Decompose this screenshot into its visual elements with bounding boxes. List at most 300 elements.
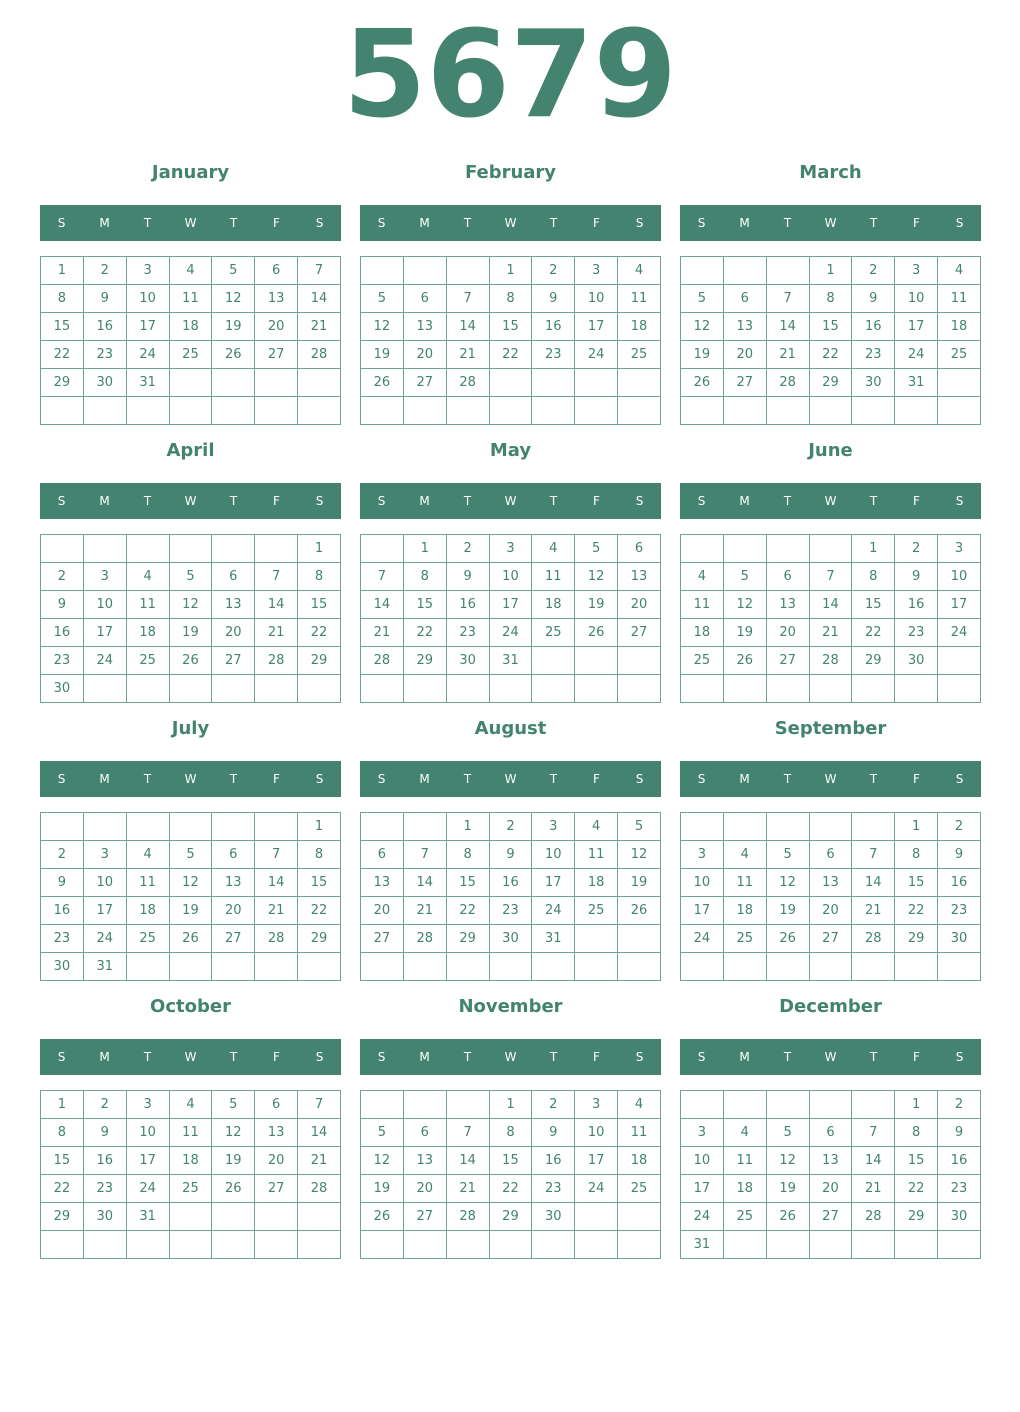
day-cell: 16 (489, 869, 532, 897)
month-title: August (474, 718, 547, 739)
day-cell: 12 (169, 591, 212, 619)
day-cell: 5 (766, 841, 809, 869)
day-cell: 6 (766, 563, 809, 591)
day-cell: 23 (895, 619, 938, 647)
day-cell: 28 (255, 925, 298, 953)
weekday-label: S (377, 216, 386, 230)
day-grid (40, 1090, 341, 1259)
day-cell: 2 (41, 841, 84, 869)
empty-day-cell (766, 675, 809, 703)
empty-day-cell (681, 953, 724, 981)
day-cell: 23 (532, 1175, 575, 1203)
day-cell: 13 (809, 869, 852, 897)
empty-day-cell (809, 535, 852, 563)
empty-day-cell (83, 397, 126, 425)
day-cell: 19 (361, 341, 404, 369)
empty-day-cell (938, 953, 981, 981)
day-cell: 30 (895, 647, 938, 675)
day-cell: 17 (532, 869, 575, 897)
day-cell: 11 (126, 869, 169, 897)
week-row (681, 285, 981, 313)
weekday-label: T (783, 1050, 792, 1064)
week-row (41, 675, 341, 703)
day-cell: 24 (938, 619, 981, 647)
day-cell: 8 (446, 841, 489, 869)
day-cell: 25 (723, 1203, 766, 1231)
empty-day-cell (852, 1091, 895, 1119)
day-cell: 16 (41, 897, 84, 925)
day-cell: 31 (895, 369, 938, 397)
weekday-header (680, 1039, 981, 1075)
day-cell: 24 (126, 1175, 169, 1203)
month-title: April (166, 440, 215, 461)
day-cell: 30 (852, 369, 895, 397)
empty-day-cell (723, 535, 766, 563)
day-cell: 18 (618, 1147, 661, 1175)
weekday-label: F (593, 494, 600, 508)
empty-day-cell (681, 675, 724, 703)
day-cell: 1 (41, 257, 84, 285)
day-cell: 11 (723, 869, 766, 897)
day-cell: 28 (361, 647, 404, 675)
day-cell: 25 (169, 341, 212, 369)
day-cell: 28 (852, 1203, 895, 1231)
empty-day-cell (575, 675, 618, 703)
day-cell: 2 (852, 257, 895, 285)
empty-day-cell (255, 1231, 298, 1259)
weekday-label: M (739, 494, 750, 508)
day-cell: 25 (575, 897, 618, 925)
week-row (41, 341, 341, 369)
empty-day-cell (852, 953, 895, 981)
day-cell: 3 (575, 1091, 618, 1119)
day-cell: 5 (723, 563, 766, 591)
empty-day-cell (575, 1231, 618, 1259)
day-cell: 4 (618, 257, 661, 285)
day-cell: 16 (938, 869, 981, 897)
day-cell: 28 (403, 925, 446, 953)
day-cell: 15 (489, 1147, 532, 1175)
day-cell: 16 (446, 591, 489, 619)
empty-day-cell (766, 397, 809, 425)
empty-day-cell (83, 813, 126, 841)
day-cell: 6 (212, 563, 255, 591)
day-cell: 2 (895, 535, 938, 563)
weekday-label: F (593, 216, 600, 230)
empty-day-cell (575, 953, 618, 981)
day-grid (360, 534, 661, 703)
day-cell: 8 (489, 1119, 532, 1147)
empty-day-cell (532, 953, 575, 981)
empty-day-cell (446, 397, 489, 425)
week-row (41, 841, 341, 869)
empty-day-cell (895, 675, 938, 703)
day-cell: 9 (938, 841, 981, 869)
weekday-label: S (635, 216, 644, 230)
day-cell: 20 (618, 591, 661, 619)
day-cell: 11 (532, 563, 575, 591)
weekday-label: S (697, 494, 706, 508)
empty-day-cell (83, 675, 126, 703)
day-cell: 24 (83, 647, 126, 675)
weekday-header (360, 483, 661, 519)
day-cell: 13 (212, 591, 255, 619)
day-cell: 25 (681, 647, 724, 675)
month-title: February (464, 162, 557, 183)
day-cell: 28 (809, 647, 852, 675)
day-cell: 17 (681, 1175, 724, 1203)
day-cell: 28 (446, 369, 489, 397)
day-cell: 13 (255, 285, 298, 313)
empty-day-cell (298, 397, 341, 425)
empty-day-cell (361, 397, 404, 425)
weekday-label: S (315, 216, 324, 230)
day-cell: 25 (126, 925, 169, 953)
day-cell: 7 (255, 841, 298, 869)
week-row (361, 1231, 661, 1259)
day-cell: 23 (938, 1175, 981, 1203)
weekday-label: T (549, 772, 558, 786)
empty-day-cell (575, 647, 618, 675)
day-cell: 12 (212, 285, 255, 313)
day-cell: 22 (403, 619, 446, 647)
day-cell: 16 (938, 1147, 981, 1175)
day-cell: 7 (766, 285, 809, 313)
week-row (681, 1119, 981, 1147)
empty-day-cell (361, 813, 404, 841)
week-row (41, 285, 341, 313)
day-cell: 12 (618, 841, 661, 869)
day-grid (360, 812, 661, 981)
day-cell: 29 (852, 647, 895, 675)
day-grid (680, 256, 981, 425)
weekday-header (680, 483, 981, 519)
day-cell: 17 (575, 313, 618, 341)
week-row (361, 535, 661, 563)
day-cell: 29 (446, 925, 489, 953)
week-row (41, 1147, 341, 1175)
empty-day-cell (852, 675, 895, 703)
day-cell: 31 (532, 925, 575, 953)
empty-day-cell (938, 1231, 981, 1259)
weekday-label: M (419, 216, 430, 230)
week-row (681, 813, 981, 841)
weekday-label: W (824, 494, 837, 508)
day-cell: 30 (446, 647, 489, 675)
week-row (361, 675, 661, 703)
empty-day-cell (723, 675, 766, 703)
day-cell: 4 (532, 535, 575, 563)
day-cell: 29 (809, 369, 852, 397)
day-cell: 9 (532, 285, 575, 313)
empty-day-cell (532, 675, 575, 703)
day-cell: 5 (618, 813, 661, 841)
day-cell: 18 (532, 591, 575, 619)
week-row (361, 1119, 661, 1147)
week-row (41, 1203, 341, 1231)
day-cell: 21 (255, 897, 298, 925)
empty-day-cell (126, 1231, 169, 1259)
day-cell: 3 (938, 535, 981, 563)
empty-day-cell (255, 535, 298, 563)
day-cell: 15 (298, 869, 341, 897)
day-cell: 25 (169, 1175, 212, 1203)
day-cell: 21 (446, 341, 489, 369)
weekday-label: S (57, 772, 66, 786)
empty-day-cell (41, 813, 84, 841)
day-cell: 12 (575, 563, 618, 591)
empty-day-cell (852, 1231, 895, 1259)
empty-day-cell (126, 953, 169, 981)
day-cell: 22 (489, 1175, 532, 1203)
day-cell: 16 (532, 1147, 575, 1175)
day-cell: 26 (169, 647, 212, 675)
empty-day-cell (298, 1231, 341, 1259)
empty-day-cell (938, 397, 981, 425)
week-row (681, 1231, 981, 1259)
empty-day-cell (766, 257, 809, 285)
empty-day-cell (298, 1203, 341, 1231)
day-cell: 19 (169, 619, 212, 647)
day-cell: 16 (41, 619, 84, 647)
day-cell: 12 (361, 1147, 404, 1175)
empty-day-cell (809, 1091, 852, 1119)
week-row (41, 647, 341, 675)
weekday-header (680, 761, 981, 797)
week-row (41, 535, 341, 563)
day-cell: 20 (212, 897, 255, 925)
day-cell: 31 (126, 1203, 169, 1231)
day-cell: 22 (895, 1175, 938, 1203)
weekday-label: S (955, 1050, 964, 1064)
day-cell: 29 (895, 1203, 938, 1231)
empty-day-cell (83, 535, 126, 563)
day-cell: 1 (895, 1091, 938, 1119)
day-cell: 15 (403, 591, 446, 619)
weekday-label: S (697, 1050, 706, 1064)
month-title: June (808, 440, 853, 461)
day-cell: 30 (41, 953, 84, 981)
week-row (41, 313, 341, 341)
week-row (361, 341, 661, 369)
weekday-label: T (869, 216, 878, 230)
day-cell: 24 (895, 341, 938, 369)
week-row (361, 1203, 661, 1231)
day-cell: 23 (83, 341, 126, 369)
day-cell: 14 (255, 591, 298, 619)
empty-day-cell (169, 397, 212, 425)
empty-day-cell (489, 397, 532, 425)
day-cell: 18 (681, 619, 724, 647)
empty-day-cell (618, 1203, 661, 1231)
day-cell: 13 (618, 563, 661, 591)
day-cell: 13 (723, 313, 766, 341)
weekday-label: W (184, 772, 197, 786)
day-cell: 17 (895, 313, 938, 341)
day-grid (40, 534, 341, 703)
day-cell: 27 (723, 369, 766, 397)
weekday-label: S (57, 1050, 66, 1064)
empty-day-cell (298, 675, 341, 703)
week-row (681, 897, 981, 925)
empty-day-cell (766, 535, 809, 563)
day-cell: 20 (766, 619, 809, 647)
empty-day-cell (41, 1231, 84, 1259)
week-row (41, 369, 341, 397)
day-cell: 29 (489, 1203, 532, 1231)
day-grid (680, 534, 981, 703)
empty-day-cell (809, 397, 852, 425)
day-cell: 14 (852, 1147, 895, 1175)
day-cell: 2 (41, 563, 84, 591)
empty-day-cell (938, 675, 981, 703)
day-cell: 21 (298, 1147, 341, 1175)
weekday-label: M (99, 772, 110, 786)
day-cell: 19 (618, 869, 661, 897)
day-cell: 8 (489, 285, 532, 313)
empty-day-cell (681, 535, 724, 563)
week-row (681, 619, 981, 647)
empty-day-cell (532, 369, 575, 397)
day-cell: 3 (83, 841, 126, 869)
day-cell: 9 (489, 841, 532, 869)
empty-day-cell (681, 1091, 724, 1119)
day-cell: 19 (361, 1175, 404, 1203)
day-cell: 30 (83, 369, 126, 397)
day-cell: 2 (489, 813, 532, 841)
weekday-label: S (955, 216, 964, 230)
day-cell: 21 (809, 619, 852, 647)
weekday-label: F (593, 1050, 600, 1064)
day-cell: 21 (403, 897, 446, 925)
empty-day-cell (618, 369, 661, 397)
week-row (361, 257, 661, 285)
day-cell: 29 (298, 925, 341, 953)
weekday-label: S (955, 494, 964, 508)
day-cell: 1 (489, 1091, 532, 1119)
week-row (41, 953, 341, 981)
empty-day-cell (446, 1231, 489, 1259)
day-cell: 14 (446, 313, 489, 341)
day-cell: 7 (255, 563, 298, 591)
weekday-label: T (229, 494, 238, 508)
weekday-label: T (549, 494, 558, 508)
day-cell: 26 (212, 1175, 255, 1203)
weekday-label: W (184, 494, 197, 508)
day-cell: 16 (83, 1147, 126, 1175)
weekday-label: S (377, 494, 386, 508)
empty-day-cell (618, 1231, 661, 1259)
weekday-label: F (273, 216, 280, 230)
day-cell: 24 (681, 1203, 724, 1231)
weekday-label: S (377, 1050, 386, 1064)
day-grid (360, 256, 661, 425)
day-cell: 14 (403, 869, 446, 897)
empty-day-cell (852, 397, 895, 425)
day-cell: 12 (766, 1147, 809, 1175)
empty-day-cell (446, 257, 489, 285)
empty-day-cell (169, 675, 212, 703)
day-cell: 10 (575, 1119, 618, 1147)
day-cell: 11 (723, 1147, 766, 1175)
day-cell: 10 (532, 841, 575, 869)
weekday-label: S (697, 216, 706, 230)
day-cell: 2 (83, 1091, 126, 1119)
day-cell: 8 (298, 563, 341, 591)
day-cell: 29 (41, 369, 84, 397)
week-row (41, 257, 341, 285)
weekday-label: S (955, 772, 964, 786)
day-cell: 12 (361, 313, 404, 341)
day-cell: 24 (126, 341, 169, 369)
day-cell: 6 (255, 1091, 298, 1119)
day-cell: 30 (41, 675, 84, 703)
day-cell: 28 (852, 925, 895, 953)
day-cell: 4 (723, 1119, 766, 1147)
day-cell: 13 (255, 1119, 298, 1147)
week-row (681, 925, 981, 953)
day-cell: 6 (809, 1119, 852, 1147)
day-cell: 18 (126, 897, 169, 925)
empty-day-cell (403, 1091, 446, 1119)
empty-day-cell (618, 925, 661, 953)
week-row (361, 1175, 661, 1203)
empty-day-cell (532, 1231, 575, 1259)
day-cell: 26 (361, 369, 404, 397)
empty-day-cell (126, 397, 169, 425)
weekday-label: S (635, 772, 644, 786)
day-cell: 27 (403, 369, 446, 397)
weekday-label: T (143, 494, 152, 508)
empty-day-cell (361, 257, 404, 285)
day-cell: 3 (895, 257, 938, 285)
day-cell: 20 (403, 341, 446, 369)
empty-day-cell (446, 953, 489, 981)
day-cell: 7 (446, 285, 489, 313)
empty-day-cell (212, 397, 255, 425)
day-cell: 11 (681, 591, 724, 619)
day-cell: 20 (809, 1175, 852, 1203)
day-cell: 5 (766, 1119, 809, 1147)
day-cell: 14 (298, 1119, 341, 1147)
empty-day-cell (169, 813, 212, 841)
day-cell: 21 (852, 1175, 895, 1203)
day-cell: 2 (532, 1091, 575, 1119)
day-cell: 1 (489, 257, 532, 285)
week-row (41, 925, 341, 953)
day-cell: 22 (809, 341, 852, 369)
day-cell: 5 (361, 285, 404, 313)
empty-day-cell (809, 675, 852, 703)
day-cell: 17 (126, 313, 169, 341)
empty-day-cell (766, 953, 809, 981)
week-row (41, 1119, 341, 1147)
day-cell: 5 (361, 1119, 404, 1147)
day-cell: 9 (83, 285, 126, 313)
empty-day-cell (169, 953, 212, 981)
day-cell: 12 (212, 1119, 255, 1147)
day-cell: 30 (489, 925, 532, 953)
day-cell: 10 (681, 1147, 724, 1175)
weekday-label: S (697, 772, 706, 786)
empty-day-cell (723, 1091, 766, 1119)
weekday-label: W (504, 772, 517, 786)
day-cell: 15 (895, 869, 938, 897)
empty-day-cell (169, 1203, 212, 1231)
empty-day-cell (212, 813, 255, 841)
day-cell: 1 (41, 1091, 84, 1119)
week-row (681, 369, 981, 397)
